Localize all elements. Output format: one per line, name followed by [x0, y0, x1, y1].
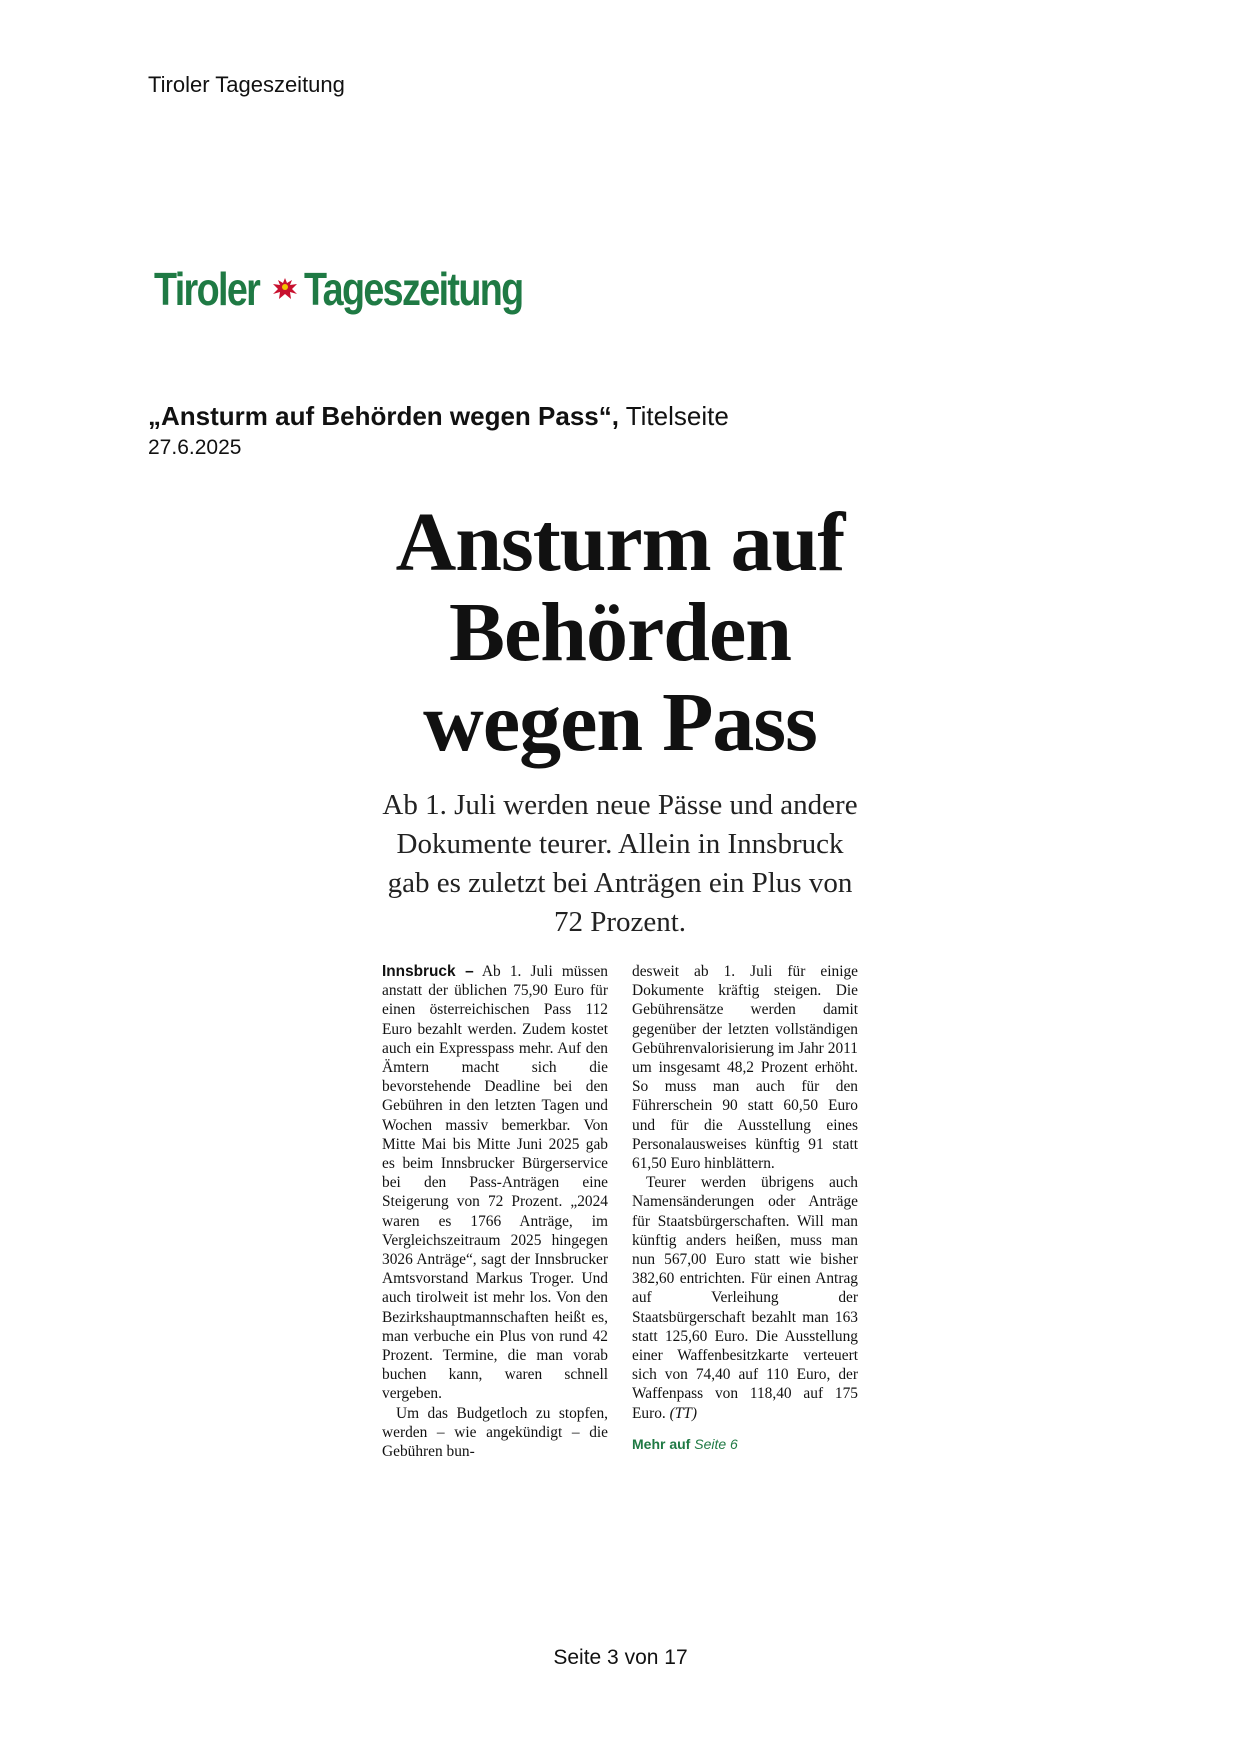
reference-title: „Ansturm auf Behörden wegen Pass“, — [148, 401, 619, 431]
reference-date: 27.6.2025 — [148, 436, 242, 459]
paragraph: Um das Budgetloch zu stopfen, werden – wie angekündigt – die Gebühren bun- — [382, 1404, 608, 1461]
reference-line — [148, 401, 729, 432]
article-headline: Ansturm auf Behörden wegen Pass — [395, 496, 845, 769]
newspaper-logo — [154, 262, 571, 316]
paragraph — [632, 1173, 858, 1423]
article-column-1 — [382, 962, 608, 1461]
eagle-icon — [270, 274, 300, 304]
paragraph-text: Teurer werden übrigens auch Namensänderungen oder Anträge für Staatsbürgerschaften. Will man künftig anders heißen, muss man nun 567,00 Euro statt wie bisher 382,60 entrichten. Für einen Antrag auf Verleihung der Staatsbürgerschaft bezahlt man 163 statt 125,60 Euro. Die Ausstellung einer Waffenbesitzkarte verteuert sich von 74,40 auf 110 Euro, der Waffenpass von 118,40 auf 175 Euro. — [632, 1174, 858, 1422]
article-body — [382, 962, 858, 1461]
more-label: Mehr auf — [632, 1435, 691, 1452]
article-subhead: Ab 1. Juli werden neue Pässe und andere Dokumente teurer. Allein in Innsbruck gab es zuletzt bei Anträgen ein Plus von 72 Prozent. — [382, 789, 858, 938]
article-column-2 — [632, 962, 858, 1461]
continued-reference — [632, 1435, 858, 1454]
reference-section: Titelseite — [618, 401, 729, 431]
more-page: Seite 6 — [690, 1435, 738, 1452]
paragraph — [382, 962, 608, 1404]
paragraph-text: Ab 1. Juli müssen anstatt der üblichen 75,90 Euro für einen österreichischen Pass 112 Euro bezahlt werden. Zudem kostet auch ein Expresspass mehr. Auf den Ämtern macht sich die bevorstehende Deadline bei den Gebühren in den letzten Tagen und Wochen massiv bemerkbar. Von Mitte Mai bis Mitte Juni 2025 gab es beim Innsbrucker Bürgerservice bei den Pass-Anträgen eine Steigerung von 72 Prozent. „2024 waren es 1766 Anträge, im Vergleichszeitraum 2025 hingegen 3026 Anträge“, sagt der Innsbrucker Amtsvorstand Markus Troger. Und auch tirolweit ist mehr los. Von den Bezirkshauptmannschaften heißt es, man verbuche ein Plus von rund 42 Prozent. Termine, die man vorab buchen kann, waren schnell vergeben. — [382, 963, 608, 1403]
author-tag: (TT) — [665, 1404, 697, 1422]
logo-left-word: Tiroler — [154, 263, 260, 315]
page-number: Seite 3 von 17 — [553, 1646, 688, 1669]
paragraph: desweit ab 1. Juli für einige Dokumente kräftig steigen. Die Gebührensätze werden damit gegenüber der letzten vollständigen Gebührenvalorisierung im Jahr 2011 um insgesamt 48,2 Prozent erhöht. So muss man auch für den Führerschein 90 statt 60,50 Euro und für die Ausstellung eines Personalausweises künftig 91 statt 61,50 Euro hinblättern. — [632, 963, 858, 1173]
article-clipping — [382, 498, 858, 1461]
dateline: Innsbruck – — [382, 963, 474, 980]
logo-right-word: Tageszeitung — [304, 263, 523, 315]
header-source: Tiroler Tageszeitung — [148, 72, 345, 97]
